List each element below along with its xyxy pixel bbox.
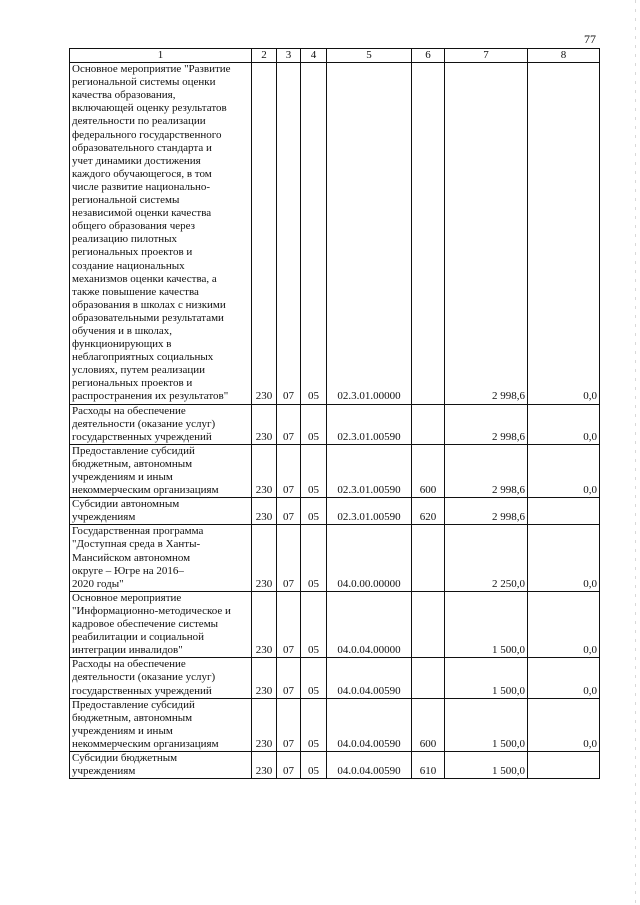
row-col-8: 0,0 [528,63,600,404]
row-name: Предоставление субсидий бюджетным, автономным учреждениям и иным некоммерческим организациям [70,444,252,497]
header-col-1: 1 [70,49,252,63]
row-col-4: 05 [301,751,327,778]
row-col-7: 2 250,0 [445,525,528,591]
row-col-6: 610 [412,751,445,778]
row-col-4: 05 [301,404,327,444]
row-col-4: 05 [301,525,327,591]
header-col-6: 6 [412,49,445,63]
table-row [70,404,600,444]
row-col-2: 230 [252,751,277,778]
row-col-7: 2 998,6 [445,63,528,404]
row-name: Государственная программа "Доступная среда в Ханты- Мансийском автономном округе – Югре на 2016– 2020 годы" [70,525,252,591]
row-col-6 [412,658,445,698]
header-row [70,49,600,63]
row-col-8: 0,0 [528,525,600,591]
header-col-2: 2 [252,49,277,63]
row-col-2: 230 [252,444,277,497]
row-col-4: 05 [301,63,327,404]
row-col-2: 230 [252,525,277,591]
row-col-5: 04.0.04.00000 [327,591,412,657]
row-col-3: 07 [277,404,301,444]
row-name: Предоставление субсидий бюджетным, автономным учреждениям и иным некоммерческим организациям [70,698,252,751]
row-col-2: 230 [252,658,277,698]
row-col-6: 620 [412,498,445,525]
row-col-5: 04.0.04.00590 [327,698,412,751]
row-col-2: 230 [252,404,277,444]
row-col-2: 230 [252,63,277,404]
row-col-4: 05 [301,591,327,657]
row-col-5: 02.3.01.00000 [327,63,412,404]
row-name: Основное мероприятие "Информационно-методическое и кадровое обеспечение системы реабилитации и социальной интеграции инвалидов" [70,591,252,657]
table-row [70,525,600,591]
header-col-7: 7 [445,49,528,63]
row-col-8: 0,0 [528,698,600,751]
row-col-3: 07 [277,498,301,525]
scan-edge-artifact [635,0,636,905]
row-col-5: 04.0.04.00590 [327,751,412,778]
row-col-7: 1 500,0 [445,698,528,751]
row-col-8: 0,0 [528,591,600,657]
row-col-4: 05 [301,658,327,698]
row-col-5: 04.0.04.00590 [327,658,412,698]
table-row [70,444,600,497]
row-col-8 [528,498,600,525]
row-col-5: 04.0.00.00000 [327,525,412,591]
table-header [70,49,600,63]
row-col-3: 07 [277,525,301,591]
table-row [70,63,600,404]
row-col-3: 07 [277,751,301,778]
row-col-4: 05 [301,698,327,751]
row-col-8: 0,0 [528,404,600,444]
table-body [70,63,600,779]
row-col-2: 230 [252,498,277,525]
row-col-2: 230 [252,591,277,657]
row-col-2: 230 [252,698,277,751]
row-col-3: 07 [277,658,301,698]
row-col-3: 07 [277,591,301,657]
table-row [70,698,600,751]
table-row [70,498,600,525]
budget-table [69,48,600,779]
row-col-4: 05 [301,444,327,497]
row-name: Расходы на обеспечение деятельности (оказание услуг) государственных учреждений [70,658,252,698]
row-col-6: 600 [412,444,445,497]
table-row [70,751,600,778]
row-col-7: 1 500,0 [445,658,528,698]
table-row [70,658,600,698]
row-name: Расходы на обеспечение деятельности (оказание услуг) государственных учреждений [70,404,252,444]
row-col-7: 1 500,0 [445,591,528,657]
row-col-5: 02.3.01.00590 [327,404,412,444]
row-col-6 [412,404,445,444]
header-col-3: 3 [277,49,301,63]
row-col-6 [412,591,445,657]
row-name: Основное мероприятие "Развитие региональной системы оценки качества образования, включающей оценку результатов деятельности по реализации федерального государственного образовательного стандарта и учет динамики достижения каждого обучающегося, в том числе развитие национально- региональной системы независимой оценки качества общего образования через реализацию пилотных региональных проектов и создание национальных механизмов оценки качества, а также повышение качества образования в школах с низкими образовательными результатами обучения и в школах, функционирующих в неблагоприятных социальных условиях, путем реализации региональных проектов и распространения их результатов" [70,63,252,404]
row-col-6 [412,63,445,404]
row-col-8 [528,751,600,778]
row-col-5: 02.3.01.00590 [327,498,412,525]
header-col-4: 4 [301,49,327,63]
header-col-5: 5 [327,49,412,63]
page-number: 77 [584,32,596,46]
row-col-3: 07 [277,63,301,404]
row-col-7: 2 998,6 [445,498,528,525]
row-name: Субсидии автономным учреждениям [70,498,252,525]
table-row [70,591,600,657]
row-col-7: 2 998,6 [445,444,528,497]
row-col-8: 0,0 [528,658,600,698]
row-col-7: 1 500,0 [445,751,528,778]
row-col-5: 02.3.01.00590 [327,444,412,497]
row-col-4: 05 [301,498,327,525]
row-col-6: 600 [412,698,445,751]
row-col-7: 2 998,6 [445,404,528,444]
header-col-8: 8 [528,49,600,63]
row-col-3: 07 [277,698,301,751]
row-col-8: 0,0 [528,444,600,497]
row-name: Субсидии бюджетным учреждениям [70,751,252,778]
row-col-6 [412,525,445,591]
row-col-3: 07 [277,444,301,497]
